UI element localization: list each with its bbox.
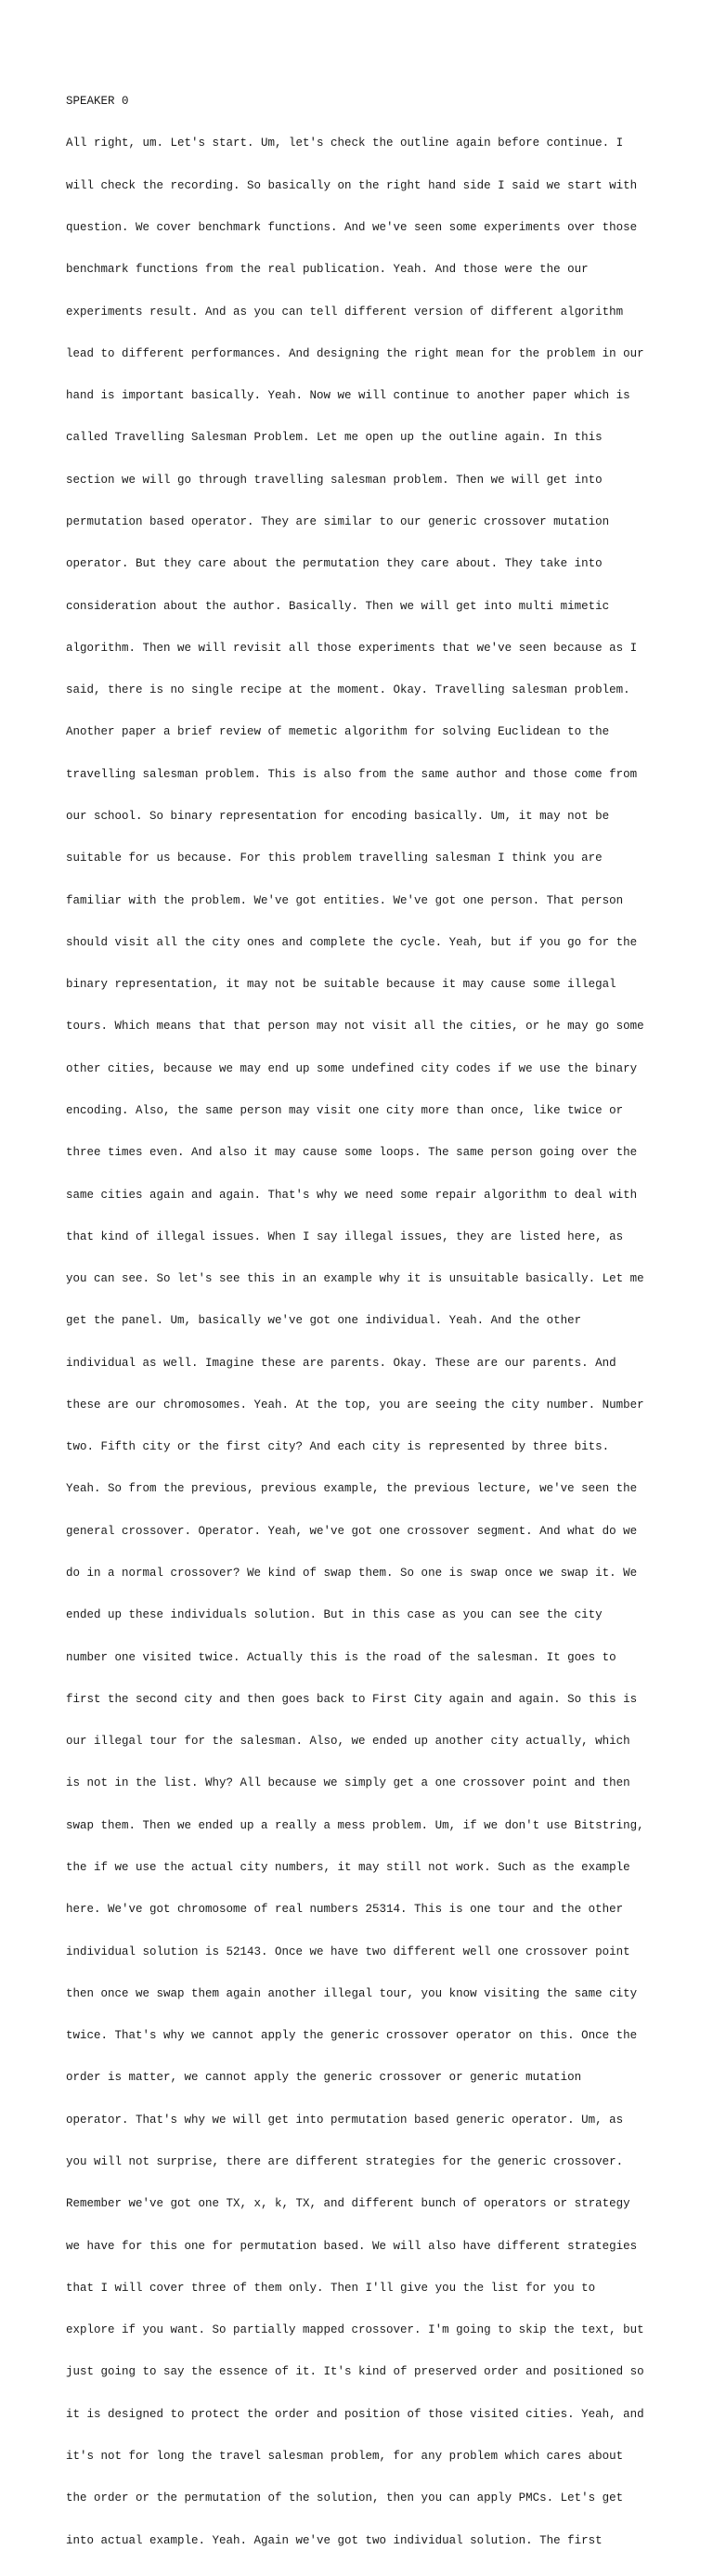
- transcript-line: lead to different performances. And designing the right mean for the problem in our: [66, 346, 644, 360]
- transcript-line: three times even. And also it may cause some loops. The same person going over the: [66, 1146, 638, 1160]
- transcript-line: binary representation, it may not be suitable because it may cause some illegal: [66, 978, 616, 992]
- transcript-line: first the second city and then goes back to First City again and again. So this is: [66, 1692, 638, 1706]
- transcript-line: individual solution is 52143. Once we have two different well one crossover point: [66, 1945, 630, 1958]
- transcript-line: suitable for us because. For this problem travelling salesman I think you are: [66, 852, 603, 865]
- transcript-line: consideration about the author. Basically. Then we will get into multi mimetic: [66, 599, 610, 613]
- transcript-line: hand is important basically. Yeah. Now we will continue to another paper which is: [66, 389, 630, 403]
- transcript-line: it's not for long the travel salesman problem, for any problem which cares about: [66, 2449, 624, 2463]
- transcript-line: said, there is no single recipe at the moment. Okay. Travelling salesman problem.: [66, 683, 630, 697]
- transcript-line: encoding. Also, the same person may visit one city more than once, like twice or: [66, 1103, 624, 1117]
- transcript-line: Another paper a brief review of memetic algorithm for solving Euclidean to the: [66, 725, 610, 739]
- transcript-line: order is matter, we cannot apply the generic crossover or generic mutation: [66, 2071, 582, 2085]
- transcript-line: travelling salesman problem. This is also from the same author and those come from: [66, 767, 638, 781]
- transcript-line: is not in the list. Why? All because we simply get a one crossover point and then: [66, 1776, 630, 1790]
- transcript-line: algorithm. Then we will revisit all those experiments that we've seen because as I: [66, 641, 638, 655]
- transcript-line: called Travelling Salesman Problem. Let me open up the outline again. In this: [66, 431, 603, 445]
- transcript-line: the order or the permutation of the solution, then you can apply PMCs. Let's get: [66, 2491, 624, 2505]
- transcript-line: Yeah. So from the previous, previous example, the previous lecture, we've seen the: [66, 1482, 638, 1496]
- transcript-line: All right, um. Let's start. Um, let's check the outline again before continue. I: [66, 137, 624, 150]
- transcript-line: benchmark functions from the real publication. Yeah. And those were the our: [66, 263, 589, 277]
- transcript-line: swap them. Then we ended up a really a mess problem. Um, if we don't use Bitstring,: [66, 1818, 644, 1832]
- transcript-line: these are our chromosomes. Yeah. At the top, you are seeing the city number. Number: [66, 1398, 644, 1412]
- transcript-line: into actual example. Yeah. Again we've got two individual solution. The first: [66, 2533, 603, 2547]
- transcript-line: general crossover. Operator. Yeah, we've got one crossover segment. And what do we: [66, 1524, 638, 1538]
- transcript-line: our illegal tour for the salesman. Also, we ended up another city actually, which: [66, 1735, 630, 1749]
- transcript-line: experiments result. And as you can tell different version of different algorithm: [66, 305, 624, 319]
- transcript-line: section we will go through travelling salesman problem. Then we will get into: [66, 473, 603, 487]
- transcript-line: familiar with the problem. We've got entities. We've got one person. That person: [66, 893, 624, 907]
- transcript-line: will check the recording. So basically on the right hand side I said we start with: [66, 178, 638, 192]
- transcript-line: operator. But they care about the permutation they care about. They take into: [66, 557, 603, 571]
- transcript-line: ended up these individuals solution. But in this case as you can see the city: [66, 1608, 603, 1622]
- transcript-line: operator. That's why we will get into permutation based generic operator. Um, as: [66, 2113, 624, 2127]
- transcript-line: you will not surprise, there are different strategies for the generic crossover.: [66, 2154, 624, 2168]
- transcript-line: our school. So binary representation for encoding basically. Um, it may not be: [66, 809, 610, 823]
- transcript-line: that kind of illegal issues. When I say illegal issues, they are listed here, as: [66, 1229, 624, 1243]
- transcript-line: should visit all the city ones and complete the cycle. Yeah, but if you go for the: [66, 935, 638, 949]
- transcript-line: the if we use the actual city numbers, it may still not work. Such as the example: [66, 1861, 630, 1874]
- transcript-line: just going to say the essence of it. It's kind of preserved order and positioned so: [66, 2365, 644, 2379]
- transcript-line: that I will cover three of them only. Then I'll give you the list for you to: [66, 2281, 596, 2295]
- transcript-line: you can see. So let's see this in an example why it is unsuitable basically. Let me: [66, 1272, 644, 1286]
- transcript-line: tours. Which means that that person may not visit all the cities, or he may go some: [66, 1020, 644, 1034]
- transcript-line: Remember we've got one TX, x, k, TX, and different bunch of operators or strategy: [66, 2197, 630, 2211]
- transcript-line: two. Fifth city or the first city? And each city is represented by three bits.: [66, 1440, 610, 1454]
- transcript-line: do in a normal crossover? We kind of swap them. So one is swap once we swap it. We: [66, 1567, 638, 1581]
- transcript-line: get the panel. Um, basically we've got one individual. Yeah. And the other: [66, 1314, 582, 1328]
- transcript-line: number one visited twice. Actually this is the road of the salesman. It goes to: [66, 1650, 616, 1664]
- transcript-line: it is designed to protect the order and position of those visited cities. Yeah, and: [66, 2407, 644, 2421]
- transcript-line: twice. That's why we cannot apply the generic crossover operator on this. Once the: [66, 2029, 638, 2043]
- transcript-line: we have for this one for permutation based. We will also have different strategies: [66, 2239, 638, 2253]
- transcript-line: explore if you want. So partially mapped crossover. I'm going to skip the text, but: [66, 2323, 644, 2337]
- transcript-line: here. We've got chromosome of real numbers 25314. This is one tour and the other: [66, 1903, 624, 1917]
- transcript-line: individual as well. Imagine these are parents. Okay. These are our parents. And: [66, 1356, 616, 1370]
- speaker-label: SPEAKER 0: [66, 95, 129, 109]
- transcript-line: same cities again and again. That's why we need some repair algorithm to deal with: [66, 1188, 638, 1202]
- transcript-body: [66, 67, 660, 2576]
- transcript-line: then once we swap them again another illegal tour, you know visiting the same city: [66, 1986, 638, 2000]
- transcript-line: question. We cover benchmark functions. And we've seen some experiments over those: [66, 221, 638, 235]
- transcript-line: other cities, because we may end up some undefined city codes if we use the binary: [66, 1061, 638, 1075]
- transcript-line: permutation based operator. They are similar to our generic crossover mutation: [66, 515, 610, 528]
